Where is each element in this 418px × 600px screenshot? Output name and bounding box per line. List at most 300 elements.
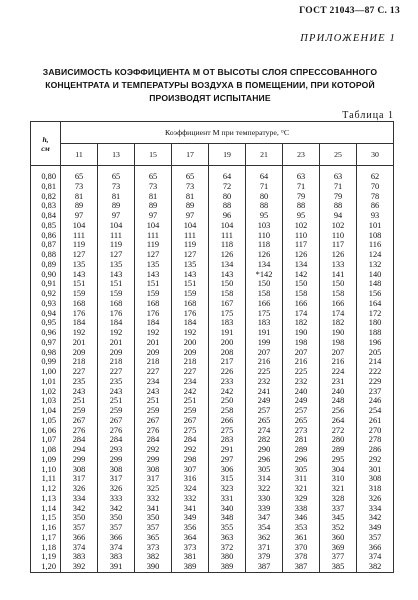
coefficient-cell: 94	[320, 211, 357, 221]
table-row	[31, 465, 394, 475]
coefficient-cell: 119	[172, 240, 209, 250]
coefficient-cell: 64	[209, 166, 246, 182]
coefficient-cell: 322	[246, 484, 283, 494]
coefficient-cell: 297	[209, 455, 246, 465]
coefficient-cell: 347	[246, 513, 283, 523]
coefficient-cell: 111	[209, 231, 246, 241]
coefficient-cell: 235	[61, 377, 98, 387]
table-row	[31, 289, 394, 299]
temperature-header: 17	[172, 144, 209, 166]
coefficient-cell: 103	[246, 221, 283, 231]
table-row	[31, 543, 394, 553]
coefficient-cell: 143	[135, 270, 172, 280]
coefficient-cell: 89	[61, 201, 98, 211]
coefficient-cell: 354	[246, 523, 283, 533]
coefficient-cell: 143	[61, 270, 98, 280]
coefficient-cell: 168	[135, 299, 172, 309]
coefficient-cell: 97	[135, 211, 172, 221]
coefficient-cell: 89	[172, 201, 209, 211]
coefficient-cell: 198	[283, 338, 320, 348]
coefficient-cell: 190	[320, 328, 357, 338]
coefficient-cell: 382	[357, 562, 394, 572]
coefficient-cell: 207	[320, 348, 357, 358]
coefficient-cell: 342	[61, 504, 98, 514]
coefficient-cell: 265	[283, 416, 320, 426]
coefficient-cell: 339	[246, 504, 283, 514]
coefficient-cell: 308	[98, 465, 135, 475]
coefficient-cell: 73	[172, 182, 209, 192]
h-column-header	[31, 122, 61, 166]
coefficient-cell: 97	[98, 211, 135, 221]
table-row	[31, 182, 394, 192]
coefficient-cell: 350	[61, 513, 98, 523]
height-cell: 1,05	[31, 416, 61, 426]
coefficient-cell: 326	[61, 484, 98, 494]
height-cell: 0,82	[31, 192, 61, 202]
height-cell: 1,11	[31, 474, 61, 484]
coefficient-cell: 357	[61, 523, 98, 533]
coefficient-cell: 340	[209, 504, 246, 514]
coefficient-cell: 243	[98, 387, 135, 397]
coefficient-cell: 371	[246, 543, 283, 553]
coefficient-cell: 332	[135, 494, 172, 504]
table-row	[31, 367, 394, 377]
coefficient-cell: 183	[246, 318, 283, 328]
coefficient-cell: 383	[61, 552, 98, 562]
coefficient-cell: 175	[246, 309, 283, 319]
coefficient-cell: 281	[283, 435, 320, 445]
coefficient-cell: 298	[172, 455, 209, 465]
height-cell: 1,14	[31, 504, 61, 514]
coefficient-cell: 80	[209, 192, 246, 202]
coefficient-cell: 293	[98, 445, 135, 455]
coefficient-cell: 192	[135, 328, 172, 338]
title-line: ЗАВИСИМОСТЬ КОЭФФИЦИЕНТА М ОТ ВЫСОТЫ СЛОЯ СПРЕССОВАННОГО	[42, 67, 378, 77]
coefficient-cell: 65	[172, 166, 209, 182]
coefficient-cell: 374	[357, 552, 394, 562]
coefficient-cell: 65	[135, 166, 172, 182]
coefficient-cell: 333	[98, 494, 135, 504]
coefficient-cell: 387	[246, 562, 283, 572]
height-cell: 0,80	[31, 166, 61, 182]
coefficient-cell: 356	[172, 523, 209, 533]
coefficient-cell: 188	[357, 328, 394, 338]
coefficient-cell: 119	[61, 240, 98, 250]
coefficient-cell: 209	[98, 348, 135, 358]
coefficient-cell: 251	[98, 396, 135, 406]
coefficient-cell: 227	[135, 367, 172, 377]
coefficient-cell: 151	[61, 279, 98, 289]
coefficient-cell: 158	[320, 289, 357, 299]
coefficient-cell: 237	[357, 387, 394, 397]
coefficient-cell: 235	[98, 377, 135, 387]
height-cell: 1,19	[31, 552, 61, 562]
coefficient-cell: 374	[61, 543, 98, 553]
temperature-header: 30	[357, 144, 394, 166]
coefficient-cell: 142	[283, 270, 320, 280]
coefficient-cell: 156	[357, 289, 394, 299]
coefficient-cell: 126	[320, 250, 357, 260]
temperature-header: 23	[283, 144, 320, 166]
coefficient-cell: 111	[135, 231, 172, 241]
coefficient-cell: 257	[283, 406, 320, 416]
coefficient-cell: 241	[246, 387, 283, 397]
coefficient-cell: 326	[98, 484, 135, 494]
coefficient-cell: 242	[209, 387, 246, 397]
temperature-header: 19	[209, 144, 246, 166]
coefficient-cell: 143	[172, 270, 209, 280]
coefficient-cell: 183	[209, 318, 246, 328]
coefficient-cell: 342	[357, 513, 394, 523]
coefficient-cell: 184	[61, 318, 98, 328]
coefficient-cell: 81	[135, 192, 172, 202]
coefficient-cell: 259	[172, 406, 209, 416]
coefficient-cell: 314	[246, 474, 283, 484]
coefficient-cell: 325	[135, 484, 172, 494]
height-cell: 0,92	[31, 289, 61, 299]
temperature-header: 15	[135, 144, 172, 166]
coefficient-cell: 240	[283, 387, 320, 397]
coefficient-cell: 385	[320, 562, 357, 572]
table-row	[31, 552, 394, 562]
coefficient-cell: 227	[61, 367, 98, 377]
table-row	[31, 299, 394, 309]
temperature-header: 21	[246, 144, 283, 166]
coefficient-cell: 321	[283, 484, 320, 494]
coefficient-cell: 80	[246, 192, 283, 202]
coefficient-cell: 71	[320, 182, 357, 192]
coefficient-cell: 102	[320, 221, 357, 231]
coefficient-cell: 196	[357, 338, 394, 348]
coefficient-cell: 366	[61, 533, 98, 543]
coefficient-cell: 233	[209, 377, 246, 387]
coefficient-cell: 249	[283, 396, 320, 406]
coefficient-cell: 217	[209, 357, 246, 367]
coefficient-cell: 352	[320, 523, 357, 533]
coefficient-cell: 231	[320, 377, 357, 387]
coefficient-cell: 364	[172, 533, 209, 543]
coefficient-cell: 308	[135, 465, 172, 475]
coefficient-cell: 97	[61, 211, 98, 221]
height-cell: 0,93	[31, 299, 61, 309]
coefficient-cell: 294	[61, 445, 98, 455]
height-cell: 0,83	[31, 201, 61, 211]
coefficient-cell: 79	[320, 192, 357, 202]
table-row	[31, 377, 394, 387]
coefficient-cell: 208	[209, 348, 246, 358]
height-cell: 1,12	[31, 484, 61, 494]
table-row	[31, 260, 394, 270]
coefficient-cell: 254	[357, 406, 394, 416]
height-cell: 0,84	[31, 211, 61, 221]
coefficient-cell: 382	[135, 552, 172, 562]
coefficient-cell: 95	[283, 211, 320, 221]
height-cell: 1,10	[31, 465, 61, 475]
coefficient-cell: 158	[246, 289, 283, 299]
height-cell: 0,99	[31, 357, 61, 367]
coefficient-cell: 308	[357, 474, 394, 484]
table-row	[31, 338, 394, 348]
coefficient-cell: 71	[283, 182, 320, 192]
height-cell: 1,20	[31, 562, 61, 572]
coefficient-cell: 361	[283, 533, 320, 543]
coefficient-cell: 158	[283, 289, 320, 299]
height-cell: 1,08	[31, 445, 61, 455]
coefficient-cell: 216	[246, 357, 283, 367]
coefficient-cell: 159	[98, 289, 135, 299]
coefficient-cell: 357	[135, 523, 172, 533]
coefficient-cell: 346	[283, 513, 320, 523]
coefficient-cell: 201	[135, 338, 172, 348]
coefficient-cell: 73	[98, 182, 135, 192]
coefficient-cell: 337	[320, 504, 357, 514]
coefficient-cell: 150	[246, 279, 283, 289]
coefficient-cell: 251	[135, 396, 172, 406]
coefficient-cell: 296	[246, 455, 283, 465]
coefficient-cell: 366	[98, 533, 135, 543]
table-row	[31, 435, 394, 445]
coefficient-cell: 306	[209, 465, 246, 475]
coefficient-cell: 118	[209, 240, 246, 250]
table-row	[31, 221, 394, 231]
coefficient-cell: 118	[246, 240, 283, 250]
coefficient-cell: 148	[357, 279, 394, 289]
coefficient-cell: 390	[135, 562, 172, 572]
title-line: КОНЦЕНТРАТА И ТЕМПЕРАТУРЫ ВОЗДУХА В ПОМЕЩЕНИИ, ПРИ КОТОРОЙ	[45, 80, 375, 90]
coefficient-cell: 124	[357, 250, 394, 260]
coefficient-cell: 267	[172, 416, 209, 426]
coefficient-cell: 301	[357, 465, 394, 475]
coefficient-cell: 201	[98, 338, 135, 348]
coefficient-cell: 81	[61, 192, 98, 202]
coefficient-cell: 283	[209, 435, 246, 445]
coefficient-cell: 323	[209, 484, 246, 494]
coefficient-cell: 201	[61, 338, 98, 348]
coefficient-cell: 321	[320, 484, 357, 494]
table-row	[31, 504, 394, 514]
coefficient-cell: 73	[135, 182, 172, 192]
coefficient-cell: 243	[61, 387, 98, 397]
coefficient-cell: 276	[135, 426, 172, 436]
height-cell: 1,00	[31, 367, 61, 377]
coefficient-cell: 134	[283, 260, 320, 270]
coefficient-cell: 168	[61, 299, 98, 309]
coefficient-cell: 176	[135, 309, 172, 319]
coefficient-cell: 174	[283, 309, 320, 319]
coefficient-cell: 192	[61, 328, 98, 338]
coefficient-cell: 116	[357, 240, 394, 250]
coefficient-cell: 104	[135, 221, 172, 231]
coefficient-cell: 318	[357, 484, 394, 494]
coefficient-cell: 259	[98, 406, 135, 416]
coefficient-cell: *142	[246, 270, 283, 280]
table-row	[31, 270, 394, 280]
coefficient-cell: 234	[172, 377, 209, 387]
coefficient-cell: 365	[135, 533, 172, 543]
height-cell: 0,90	[31, 270, 61, 280]
table-row	[31, 494, 394, 504]
coefficient-cell: 295	[320, 455, 357, 465]
coefficient-cell: 373	[172, 543, 209, 553]
coefficient-cell: 97	[172, 211, 209, 221]
coefficient-cell: 282	[246, 435, 283, 445]
coefficient-cell: 243	[135, 387, 172, 397]
coefficient-cell: 307	[172, 465, 209, 475]
coefficient-cell: 110	[283, 231, 320, 241]
coefficient-cell: 88	[209, 201, 246, 211]
coefficient-cell: 96	[209, 211, 246, 221]
coefficient-cell: 108	[357, 231, 394, 241]
coefficient-cell: 349	[357, 523, 394, 533]
coefficient-cell: 78	[357, 192, 394, 202]
coefficient-cell: 299	[61, 455, 98, 465]
coefficient-cell: 143	[209, 270, 246, 280]
coefficient-cell: 362	[246, 533, 283, 543]
coefficient-cell: 232	[283, 377, 320, 387]
coefficient-cell: 168	[98, 299, 135, 309]
table-row	[31, 445, 394, 455]
coefficient-cell: 216	[320, 357, 357, 367]
coefficient-cell: 259	[135, 406, 172, 416]
coefficient-cell: 334	[357, 504, 394, 514]
coefficient-cell: 135	[61, 260, 98, 270]
coefficient-cell: 389	[172, 562, 209, 572]
coefficient-cell: 267	[135, 416, 172, 426]
coefficient-cell: 370	[283, 543, 320, 553]
coefficient-cell: 229	[357, 377, 394, 387]
coefficient-cell: 176	[172, 309, 209, 319]
coefficient-cell: 200	[209, 338, 246, 348]
coefficient-cell: 242	[172, 387, 209, 397]
coefficient-cell: 246	[357, 396, 394, 406]
coefficient-cell: 89	[98, 201, 135, 211]
coefficient-cell: 159	[135, 289, 172, 299]
table-row	[31, 416, 394, 426]
height-cell: 0,86	[31, 231, 61, 241]
coefficient-cell: 102	[283, 221, 320, 231]
coefficient-cell: 226	[209, 367, 246, 377]
coefficient-cell: 199	[246, 338, 283, 348]
temperature-header: 11	[61, 144, 98, 166]
coefficient-cell: 369	[320, 543, 357, 553]
coefficient-cell: 134	[209, 260, 246, 270]
coefficient-cell: 216	[283, 357, 320, 367]
temperature-header: 13	[98, 144, 135, 166]
table-row	[31, 484, 394, 494]
coefficient-cell: 119	[135, 240, 172, 250]
height-cell: 1,02	[31, 387, 61, 397]
coefficient-cell: 234	[135, 377, 172, 387]
coefficient-cell: 180	[357, 318, 394, 328]
table-row	[31, 318, 394, 328]
height-cell: 1,17	[31, 533, 61, 543]
coefficient-cell: 248	[320, 396, 357, 406]
coefficient-cell: 72	[209, 182, 246, 192]
coefficient-cell: 166	[246, 299, 283, 309]
coefficient-cell: 266	[209, 416, 246, 426]
coefficient-cell: 350	[98, 513, 135, 523]
coefficient-cell: 101	[357, 221, 394, 231]
coefficient-cell: 126	[246, 250, 283, 260]
table-row	[31, 513, 394, 523]
coefficient-cell: 353	[283, 523, 320, 533]
coefficient-cell: 305	[283, 465, 320, 475]
coefficient-cell: 305	[246, 465, 283, 475]
coefficient-cell: 292	[357, 455, 394, 465]
coefficient-cell: 174	[320, 309, 357, 319]
appendix-label: ПРИЛОЖЕНИЕ 1	[300, 33, 396, 44]
coefficient-cell: 251	[172, 396, 209, 406]
coefficient-cell: 225	[246, 367, 283, 377]
coefficient-cell: 150	[320, 279, 357, 289]
coefficient-cell: 88	[246, 201, 283, 211]
table-row	[31, 240, 394, 250]
height-cell: 1,15	[31, 513, 61, 523]
table-caption: Таблица 1	[342, 110, 394, 121]
height-cell: 0,96	[31, 328, 61, 338]
coefficient-cell: 167	[209, 299, 246, 309]
coefficient-cell: 176	[98, 309, 135, 319]
coefficient-cell: 267	[98, 416, 135, 426]
table-row	[31, 192, 394, 202]
coefficient-cell: 150	[209, 279, 246, 289]
table-row	[31, 348, 394, 358]
coefficient-cell: 133	[320, 260, 357, 270]
table-row	[31, 533, 394, 543]
coefficient-cell: 151	[135, 279, 172, 289]
coefficient-span-header: Коэффициент М при температуре, °С	[61, 122, 394, 144]
coefficient-cell: 209	[135, 348, 172, 358]
coefficient-cell: 350	[135, 513, 172, 523]
coefficient-cell: 135	[135, 260, 172, 270]
coefficient-cell: 345	[320, 513, 357, 523]
coefficient-cell: 381	[172, 552, 209, 562]
coefficient-cell: 357	[357, 533, 394, 543]
coefficient-cell: 251	[61, 396, 98, 406]
coefficient-cell: 218	[98, 357, 135, 367]
table-row	[31, 211, 394, 221]
coefficient-cell: 249	[246, 396, 283, 406]
height-cell: 0,94	[31, 309, 61, 319]
coefficient-cell: 93	[357, 211, 394, 221]
h-header-symbol: h,	[42, 134, 49, 144]
table-row	[31, 387, 394, 397]
coefficient-cell: 135	[98, 260, 135, 270]
coefficient-cell: 311	[283, 474, 320, 484]
coefficient-cell: 218	[61, 357, 98, 367]
coefficient-cell: 166	[283, 299, 320, 309]
coefficient-cell: 191	[209, 328, 246, 338]
coefficient-cell: 275	[209, 426, 246, 436]
coefficient-cell: 214	[357, 357, 394, 367]
h-header-unit: см	[41, 143, 50, 153]
coefficient-cell: 256	[320, 406, 357, 416]
height-cell: 0,81	[31, 182, 61, 192]
coefficient-cell: 184	[135, 318, 172, 328]
table-row	[31, 455, 394, 465]
height-cell: 0,97	[31, 338, 61, 348]
coefficient-cell: 374	[98, 543, 135, 553]
coefficient-cell: 88	[320, 201, 357, 211]
coefficient-cell: 191	[246, 328, 283, 338]
coefficient-cell: 143	[98, 270, 135, 280]
coefficient-cell: 292	[172, 445, 209, 455]
height-cell: 1,13	[31, 494, 61, 504]
coefficient-cell: 331	[209, 494, 246, 504]
coefficient-cell: 192	[172, 328, 209, 338]
coefficient-cell: 324	[172, 484, 209, 494]
coefficient-cell: 190	[283, 328, 320, 338]
